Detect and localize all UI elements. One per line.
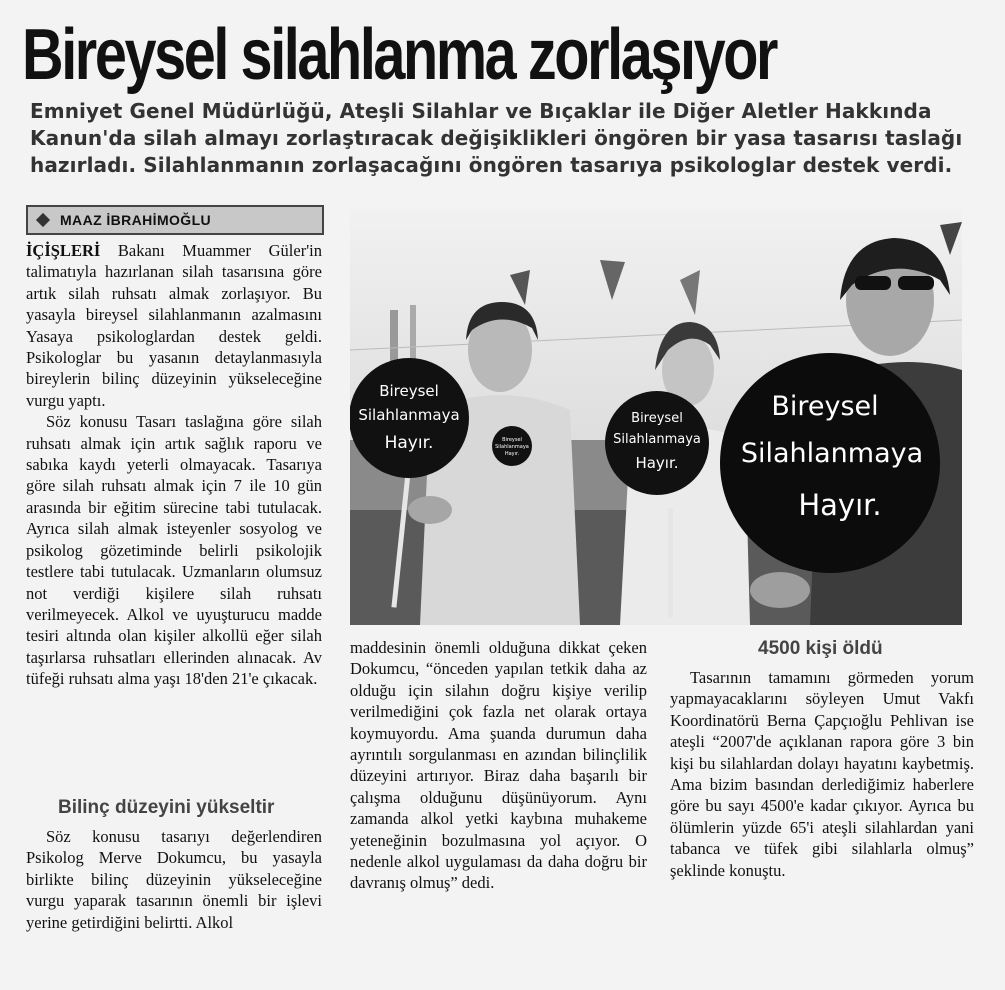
article-paragraph-1 [26, 240, 322, 411]
byline-author: MAAZ İBRAHİMOĞLU [60, 212, 212, 228]
sign-middle-line-3: Hayır. [635, 454, 679, 472]
sign-middle-line-1: Bireysel [631, 411, 683, 426]
sign-left-line-3: Hayır. [384, 433, 434, 453]
byline-box [26, 205, 324, 235]
deck-summary: Emniyet Genel Müdürlüğü, Ateşli Silahlar ve Bıçaklar ile Diğer Aletler Hakkında Kanun'da silah almayı zorlaştıracak değişiklikleri öngören bir yasa tasarısı taslağı hazırladı. Silahlanmanın zorlaşacağını öngören tasarıya psikologlar destek verdi. [30, 99, 963, 177]
article-paragraph-5: Tasarının tamamını görmeden yorum yapmayacaklarını söyleyen Umut Vakfı Koordinatörü Berna Çapçıoğlu Pehlivan ise ateşli “2007'de açıklanan rapora göre 3 bin kişi bu silahlardan dolayı hayatını kaybetmiş. Ama bizim basından derlediğimiz haberlere göre bu sayı 4500'e kadar çıkıyor. Ayrıca bu ölümlerin yüzde 65'i ateşli silahlardan yani tabanca ve tüfek gibi silahlarla olmuş” şeklinde konuştu. [670, 668, 974, 880]
sign-middle-line-2: Silahlanmaya [613, 432, 701, 447]
badge-line-3: Hayır. [504, 451, 520, 457]
sign-right-line-3: Hayır. [798, 488, 882, 522]
article-paragraph-4: maddesinin önemli olduğuna dikkat çeken Dokumcu, “önceden yapılan tetkik daha az olduğu için silahın doğru kişiye verilip verilmediğini çok fazla net olarak ortaya koymuyordu. Ama şuanda durumun daha ayrıntılı sorgulanması en azından bilinçlilik düzeyini artırıyor. Biraz daha başarılı bir çalışma olduğunu düşünüyorum. Aynı zamanda alkol yetki kaybına muhakeme yeteneğinin bozulmasına yol açıyor. O nedenle alkol uygulaması da daha doğru bir davranış olmuş” dedi. [350, 638, 647, 893]
diamond-icon [36, 213, 50, 227]
headline: Bireysel silahlanma zorlaşıyor [22, 15, 777, 95]
badge-line-2: Silahlanmaya [495, 444, 529, 450]
protest-photo [350, 210, 962, 625]
article-column-1-bottom [26, 826, 322, 933]
paragraph-1-text: Bakanı Muammer Güler'in talimatıyla hazırlanan silah tasarısına göre artık silah ruhsatı almak zorlaşıyor. Bu yasayla bireysel silahlanmanın azalmasını Yasaya psikologlardan destek geldi. Psikologlar bu yasanın detaylanmasıyla bireylerin bilinç düzeyinin yükseleceğine vurgu yaptı. [26, 241, 322, 410]
lead-word: İÇİŞLERİ [26, 241, 101, 260]
badge-line-1: Bireysel [502, 437, 522, 443]
subheading-4500: 4500 kişi öldü [758, 638, 883, 659]
article-paragraph-2: Söz konusu Tasarı taslağına göre silah ruhsatı almak için artık sağlık raporu ve sabıka kaydı yeterli olmayacak. Tasarıya göre silah ruhsatı almak için 7 ile 10 gün arasında bir eğitim sürecine tabi tutulacak. Ayrıca silah almak isteyenler sosyolog ve psikolog gözetiminde belirli psikolojik testlere tabi tutulacak. Uzmanların olumsuz not verdiği kişilere silah ruhsatı verilmeyecek. Alkol ve uyuşturucu madde tesiri altında olan kişiler alkollü eğer silah taşırlarsa ruhsatları ellerinden alınacak. Av tüfeği ruhsatı alma yaşı 18'den 21'e çıkacak. [26, 412, 322, 689]
sign-right-line-1: Bireysel [771, 391, 879, 422]
sign-left-line-2: Silahlanmaya [358, 406, 460, 424]
sign-right-line-2: Silahlanmaya [740, 438, 924, 469]
sign-left-line-1: Bireysel [379, 382, 439, 400]
protest-photo-illustration [350, 210, 962, 625]
article-paragraph-3: Söz konusu tasarıyı değerlendiren Psikolog Merve Dokumcu, bu yasayla birlikte bilinç düzeyinin yükseleceğine vurgu yaparak tasarının önemli bir işlevi yerine getirdiğini belirtti. Alkol [26, 827, 322, 932]
article-column-3 [670, 667, 974, 881]
subheading-bilinc: Bilinç düzeyini yükseltir [58, 797, 275, 818]
article-column-1 [26, 240, 322, 690]
article-column-2 [350, 637, 647, 894]
